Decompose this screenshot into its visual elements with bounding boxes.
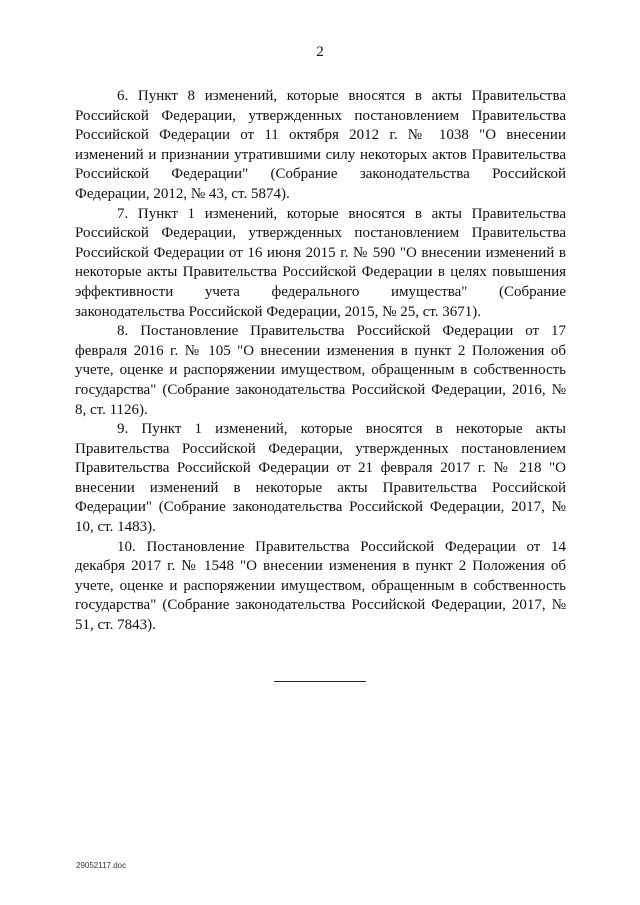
list-item-7: 7. Пункт 1 изменений, которые вносятся в акты Правительства Российской Федерации, утвержденных постановлением Правительства Российской Федерации от 16 июня 2015 г. № 590 "О внесении изменений в некоторые акты Правительства Российской Федерации в целях повышения эффективности учета федерального имущества" (Собрание законодательства Российской Федерации, 2015, № 25, ст. 3671). <box>75 205 566 320</box>
file-name-footer: 29052117.doc <box>76 861 127 870</box>
list-item-8: 8. Постановление Правительства Российской Федерации от 17 февраля 2016 г. № 105 "О внесении изменения в пункт 2 Положения об учете, оценке и распоряжении имуществом, обращенным в собственность государства" (Собрание законодательства Российской Федерации, 2016, № 8, ст. 1126). <box>75 323 566 418</box>
list-item-10: 10. Постановление Правительства Российской Федерации от 14 декабря 2017 г. № 1548 "О внесении изменения в пункт 2 Положения об учете, оценке и распоряжении имуществом, обращенным в собственность государства" (Собрание законодательства Российской Федерации, 2017, № 51, ст. 7843). <box>75 538 566 634</box>
page-number: 2 <box>316 44 324 60</box>
list-item-9: 9. Пункт 1 изменений, которые вносятся в некоторые акты Правительства Российской Федерации, утвержденных постановлением Правительства Российской Федерации от 21 февраля 2017 г. № 218 "О внесении изменений в некоторые акты Правительства Российской Федерации" (Собрание законодательства Российской Федерации, 2017, № 10, ст. 1483). <box>75 421 566 536</box>
list-item-6: 6. Пункт 8 изменений, которые вносятся в акты Правительства Российской Федерации, утвержденных постановлением Правительства Российской Федерации от 11 октября 2012 г. № 1038 "О внесении изменений и признании утратившими силу некоторых актов Правительства Российской Федерации" (Собрание законодательства Российской Федерации, 2012, № 43, ст. 5874). <box>75 88 566 202</box>
end-divider <box>274 681 366 682</box>
document-body <box>75 87 566 636</box>
